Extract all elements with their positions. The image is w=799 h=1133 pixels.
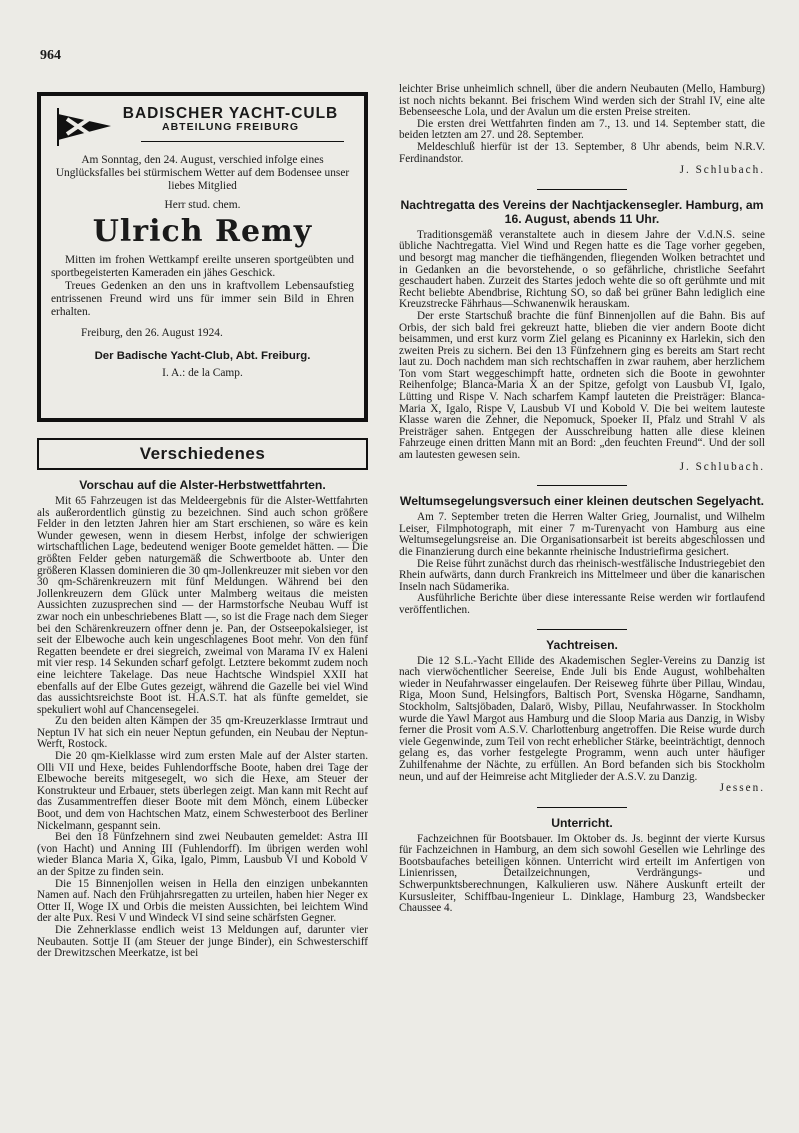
article-paragraph: Die 15 Binnenjollen weisen in Hella den einzigen unbekannten Namen auf. Nach den Frühjahrsregatten zu urteilen, haben hier Neger ex Otter II, Woge IX und Orbis die meisten Aussichten, bei leichtem Wind der alte Pux. Resi V und Windeck VI sind seine schärfsten Gegner. [37, 877, 368, 925]
article-paragraph: Am 7. September treten die Herren Walter Grieg, Journalist, und Wilhelm Leiser, Filmphotograph, mit einer 7 m-Turenyacht von Hamburg aus eine Weltumsegelungsreise an. Die Organisationsarbeit ist bereits abgeschlossen und die Finanzierung durch eine bekannte rheinische Industriefirma gesichert. [399, 511, 765, 558]
divider-rule [537, 629, 627, 630]
article-paragraph: Die 12 S.L.-Yacht Ellide des Akademischen Segler-Vereins zu Danzig ist nach vierwöchentlicher Seereise, Ende Juli bis Ende August, wohlbehalten wieder in Neufahrwasser eingelaufen. Der Reiseweg führte über Pillau, Windau, Riga, Moon Sund, Helsingfors, Baltisch Port, Svenska Högarne, Sandhamn, Stockholm, Saltsjöbaden, Dalarö, Wisby, Pillau, Neufahrwasser. In Stockholm wurde die Yawl Margot aus Hamburg und die Sloop Maria aus Danzig, in Wisby ferner die Prosit vom A.S.V. Charlottenburg angetroffen. Die Reise wurde durch viele Gegenwinde, zum Teil von recht erheblicher Stärke, beeinträchtigt, dennoch gelang es, das vorher festgelegte Programm, wenn auch unter häufiger Zuhilfenahme der Nächte, zu erfüllen. An Bord befanden sich bis Stockholm neun, und auf der Heimreise acht Mitglieder der A.S.V. zu Danzig. [399, 654, 765, 783]
article-title: Weltumsegelungsversuch einer kleinen deutschen Segelyacht. [399, 494, 765, 509]
obituary-signature-person: I. A.: de la Camp. [162, 367, 243, 380]
article-title: Yachtreisen. [546, 637, 618, 652]
left-column [37, 92, 368, 960]
article-paragraph: Traditionsgemäß veranstaltete auch in diesem Jahre der V.d.N.S. seine übliche Nachtregatta. Viel Wind und Regen hatte es die Tage vorher gegeben, und besorgt mag mancher die tiefhängenden, fliegenden Wolken betrachtet und in Gedanken an die bevorstehende, o so gefährliche, christliche Seefahrt geschaudert haben. Zurzeit des Startes jedoch wehte die so oft gerühmte und mit Recht beliebte Abendbrise, Richtung SO, so daß bei grüner Bahn lediglich eine Kreuzstrecke Fährhaus—Schwanenwik herauskam. [399, 228, 765, 311]
divider-rule [537, 189, 627, 190]
right-column [399, 84, 765, 915]
obituary-rule [141, 141, 344, 142]
obituary-text-1: Mitten im frohen Wettkampf ereilte unseren sportgeübten und sportbegeisterten Kameraden ein jähes Geschick. [51, 254, 354, 280]
divider-rule [537, 485, 627, 486]
article-signature: Jessen. [719, 782, 765, 795]
article-paragraph: Bei den 18 Fünfzehnern sind zwei Neubauten gemeldet: Astra III (von Hacht) und Anning III (Fuhlendorff). Im übrigen werden wohl wieder Blanca Maria X, Gika, Igalo, Pimm, Lausbub VI und Kobold V an der Spitze zu finden sein. [37, 831, 368, 878]
article-title: Nachtregatta des Vereins der Nachtjackensegler. Hamburg, am 16. August, abends 11 Uhr. [400, 197, 764, 226]
article-paragraph: Zu den beiden alten Kämpen der 35 qm-Kreuzerklasse Irmtraut und Neptun IV hat sich ein neuer Neptun gefunden, ein Neubau der Neptun-Werft, Rostock. [37, 715, 368, 751]
obituary-date: Freiburg, den 26. August 1924. [81, 327, 223, 340]
article-title: Vorschau auf die Alster-Herbstwettfahrten. [79, 478, 326, 492]
obituary-department: ABTEILUNG FREIBURG [162, 120, 299, 133]
obituary-signature-club: Der Badische Yacht-Club, Abt. Freiburg. [94, 350, 311, 363]
article-signature: J. Schlubach. [679, 460, 765, 473]
page-number: 964 [40, 48, 61, 63]
article-paragraph: Ausführliche Berichte über diese interessante Reise werden wir fortlaufend veröffentlichen. [399, 592, 765, 616]
obituary-title-line: Herr stud. chem. [164, 199, 241, 212]
obituary-club-name: BADISCHER YACHT-CULB [122, 105, 339, 122]
article-paragraph: Meldeschluß hierfür ist der 13. September, 8 Uhr abends, beim N.R.V. Ferdinandstor. [399, 140, 765, 165]
section-title-box: Verschiedenes [37, 438, 368, 470]
article-paragraph: Die Reise führt zunächst durch das rheinisch-westfälische Industriegebiet den Rhein aufwärts, dann durch Frankreich ins Mittelmeer und über die kanarischen Inseln nach Südamerika. [399, 557, 765, 593]
article-paragraph: Mit 65 Fahrzeugen ist das Meldeergebnis für die Alster-Wettfahrten als außerordentlich günstig zu bezeichnen. Sind auch schon größere Felder in den letzten Jahren hier am Start erschienen, so wäre es kein Wunder gewesen, wenn in diesem Herbst, infolge der schwierigen wirtschaftlichen Lage, bedeutend weniger Boote gemeldet hätten. — Die größten Felder geben naturgemäß die Schwertboote ab. Unter den größeren Klassen dominieren die 30 qm-Jollenkreuzer mit sieben vor den 30 qm-Schärenkreuzern mit fünf Meldungen. Während bei den Jollenkreuzern dem Glück unter Malmberg weitaus die meisten Aussichten zuzusprechen sind — der Harmstorfsche Neubau Wuff ist zwar noch ein unbeschriebenes Blatt —, so ist die Frage nach dem Sieger bei den Schärenkreuzern offner denn je. Pan, der Ostseepokalsieger, ist seit der Elbewoche auch kein ungeschlagenes Boot mehr. Von den fünf Regatten beendete er drei siegreich, zweimal von Marama IV ex Haleni mit vier resp. 14 Sekunden scharf gefolgt. Letztere bekommt zudem noch eine leichtere Takelage. Das neue Hachtsche Windspiel XXII hat ebenfalls auf der Elbe Gutes gezeigt, während die Gazelle bei viel Wind das aussichtsreichste Boot ist. H.A.S.T. hat als fünfte gemeldet, sie spekuliert wohl auf Chancensegelei. [37, 495, 368, 716]
obituary-name: Ulrich Remy [92, 214, 313, 250]
article-paragraph: Die 20 qm-Kielklasse wird zum ersten Male auf der Alster starten. Olli VII und Hexe, beides Fuhlendorffsche Boote, haben drei Tage der Elbewoche bereits mitgesegelt, wo sich die Hexe, am Steuer der Konstrukteur und Erbauer, stets überlegen zeigt. Man kann mit Recht auf das Zusammentreffen dieser Boote mit dem Mönch, einem Lübecker Boot, und dem von Hachtschen Matz, einem Schwesterboot des Berliner Nickelmann, gespannt sein. [37, 750, 368, 832]
obituary-text-2: Treues Gedenken an den uns in kraftvollem Lebensaufstieg entrissenen Freund wird uns für immer sein Bild in Ehren erhalten. [51, 280, 354, 319]
article-paragraph: Fachzeichnen für Bootsbauer. Im Oktober ds. Js. beginnt der vierte Kursus für Fachzeichnen in Hamburg, an dem sich sowohl Gesellen wie Lehrlinge des Bootsbaufaches beteiligen können. Unterricht wird erteilt im Anfertigen von Linienrissen, Detailzeichnungen, Verdrängungs- und Schwerpunktsberechnungen, Kalkulieren usw. Nähere Auskunft erteilt der Kursusleiter, Schiffbau-Ingenieur L. Dinklage, Hamburg 23, Wandsbecker Chaussee 4. [399, 832, 765, 915]
obituary-intro: Am Sonntag, den 24. August, verschied infolge eines Unglücksfalles bei stürmischem Wetter auf dem Bodensee unser liebes Mitglied [55, 154, 350, 193]
article-paragraph: Die Zehnerklasse endlich weist 13 Meldungen auf, darunter vier Neubauten. Sottje II (am Steuer der junge Binder), ein Schwesterschiff der Drewitzschen Meerkatze, ist bei [37, 923, 368, 960]
article-signature: J. Schlubach. [679, 164, 765, 177]
club-pennant-icon [55, 106, 113, 146]
article-title: Unterricht. [551, 815, 613, 830]
article-paragraph: Die ersten drei Wettfahrten finden am 7., 13. und 14. September statt, die beiden letzten am 27. und 28. September. [399, 117, 765, 142]
divider-rule [537, 807, 627, 808]
article-paragraph: Der erste Startschuß brachte die fünf Binnenjollen auf die Bahn. Bis auf Orbis, der sich bald frei gekreuzt hatte, blieben die vier andern Boote dicht beisammen, und erst kurz vorm Ziel gelang es Picaninny ex Harlekin, sich den zweiten Preis zu sichern. Bei den 13 Fünfzehnern ging es bereits am Start recht laut zu. Doch nachdem man sich rechtschaffen in zwar rauhem, aber herzlichem Ton vom Start weggeschimpft hatte, ordneten sich die Boote in gewohnter Reihenfolge; Blanca-Maria X an der Spitze, gefolgt von Lausbub VI, Igalo, Lütting und Rispe V. Nach scharfem Kampf lauteten die Preisträger: Blanca-Maria X, Igalo, Rispe V, Lausbub VI und Kobold V. Die bei weitem lauteste Klasse waren die Zehner, die Nepomuck, Spoeker II, Pfalz und Strahl V als Preisträger sahen. Entgegen der Ausschreibung hatten alle diese kleinen Fahrzeuge einen dritten Mann mit an Bord: „den feuchten Freund“. Und der soll am lautesten gewesen sein. [399, 309, 765, 462]
article-paragraph: leichter Brise unheimlich schnell, über die andern Neubauten (Mello, Hamburg) ist noch nichts bekannt. Bei frischem Wind werden sich der Strahl IV, eine alte Bebenseesche Lola, und der Avalun um die ersten Preise streiten. [399, 83, 765, 119]
obituary-notice [37, 92, 368, 422]
